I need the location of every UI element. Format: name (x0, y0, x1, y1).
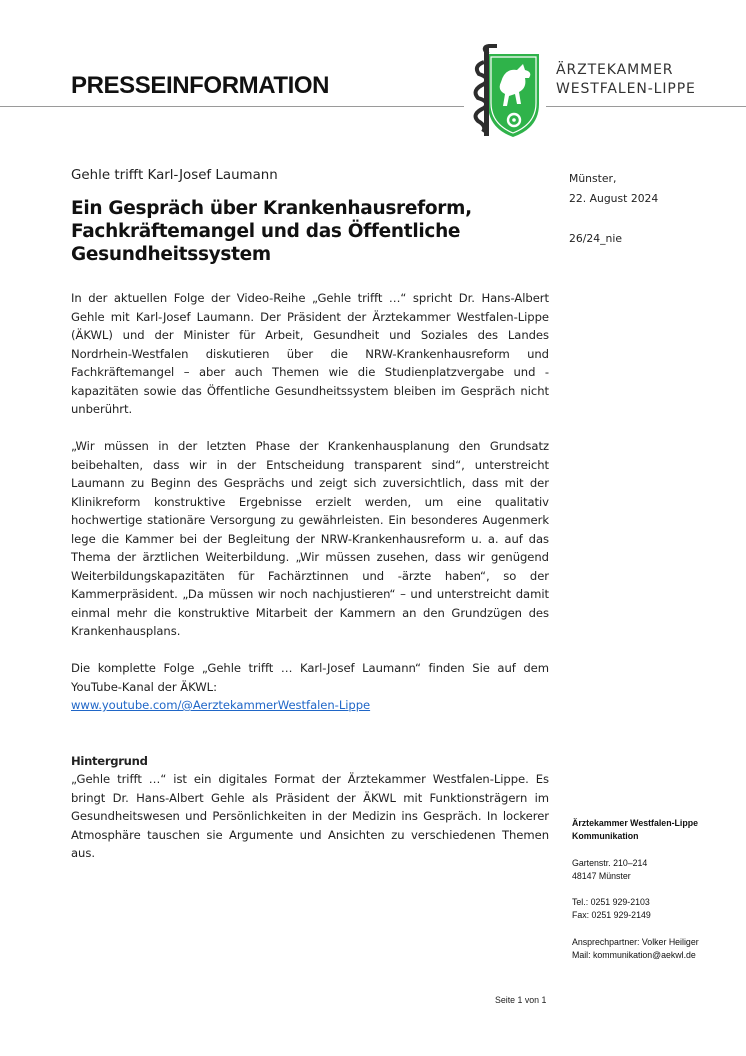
org-name-line1: ÄRZTEKAMMER (556, 62, 674, 78)
contact-fax: Fax: 0251 929-2149 (572, 910, 651, 921)
contact-city: 48147 Münster (572, 870, 631, 881)
contact-org: Ärztekammer Westfalen-Lippe (572, 818, 698, 828)
page-number: Seite 1 von 1 (495, 995, 547, 1005)
youtube-link[interactable]: www.youtube.com/@AerztekammerWestfalen-Lippe (71, 698, 371, 712)
article-subtitle: Gehle trifft Karl-Josef Laumann (71, 168, 278, 183)
contact-person: Ansprechpartner: Volker Heiliger (572, 936, 699, 947)
contact-tel: Tel.: 0251 929-2103 (572, 897, 650, 908)
meta-date: 22. August 2024 (569, 192, 659, 205)
contact-department: Kommunikation (572, 831, 639, 842)
article-headline: Ein Gespräch über Krankenhausreform, Fachkräftemangel und das Öffentliche Gesundheitssystem (71, 198, 472, 265)
contact-block (572, 817, 744, 962)
body-paragraph-1: In der aktuellen Folge der Video-Reihe „Gehle trifft …“ spricht Dr. Hans-Albert Gehle mit Karl-Josef Laumann. Der Präsident der Ärztekammer Westfalen-Lippe (ÄKWL) und der Minister für Arbeit, Gesundheit und Soziales des Landes Nordrhein-Westfalen diskutieren über die NRW-Krankenhausreform und Fachkräftemangel – aber auch Themen wie die Studienplatzvergabe und -kapazitäten sowie das Öffentliche Gesundheitssystem bleiben im Gespräch nicht unberührt. (71, 291, 549, 416)
header-divider-right (546, 106, 746, 107)
youtube-paragraph (71, 659, 549, 715)
youtube-intro: Die komplette Folge „Gehle trifft … Karl-Josef Laumann“ finden Sie auf dem YouTube-Kanal der ÄKWL: (71, 661, 549, 694)
org-name (556, 61, 696, 99)
aekwl-shield-icon (467, 44, 547, 140)
body-paragraph-2: „Wir müssen in der letzten Phase der Krankenhausplanung den Grundsatz beibehalten, dass wir in der Entscheidung transparent sind“, unterstreicht Laumann zu Beginn des Gesprächs und zeigt sich zuversichtlich, dass mit der Klinikreform konstruktive Ergebnisse erzielt werden, um eine qualitativ hochwertige stationäre Versorgung zu gewährleisten. Ein besonderes Augenmerk lege die Kammer bei der Begleitung der NRW-Krankenhausreform u. a. auf das Thema der ärztlichen Weiterbildung. „Wir müssen zusehen, dass wir genügend Weiterbildungskapazitäten für Fachärztinnen und -ärzte haben“, so der Kammerpräsident. „Da müssen wir noch nachjustieren“ – und unterstreicht damit einmal mehr die konstruktive Mitarbeit der Kammern an den Grundzügen des Krankenhausplans. (71, 439, 549, 638)
meta-place: Münster, (569, 172, 617, 185)
aekwl-logo (467, 44, 547, 144)
contact-street: Gartenstr. 210–214 (572, 857, 648, 868)
header-divider-left (0, 106, 464, 107)
background-paragraph: „Gehle trifft …“ ist ein digitales Format der Ärztekammer Westfalen-Lippe. Es bringt Dr. Hans-Albert Gehle als Präsident der ÄKWL mit Funktionsträgern im Gesundheitswesen und Persönlichkeiten in der Medizin ins Gespräch. In lockerer Atmosphäre tauschen sie Argumente und Ansichten zu verschiedenen Themen aus. (71, 772, 549, 860)
article-body (71, 289, 549, 881)
page-title: PRESSEINFORMATION (71, 72, 330, 99)
contact-mail: Mail: kommunikation@aekwl.de (572, 949, 696, 960)
background-heading: Hintergrund (71, 753, 148, 768)
meta-reference: 26/24_nie (569, 232, 622, 245)
org-name-line2: WESTFALEN-LIPPE (556, 81, 696, 97)
